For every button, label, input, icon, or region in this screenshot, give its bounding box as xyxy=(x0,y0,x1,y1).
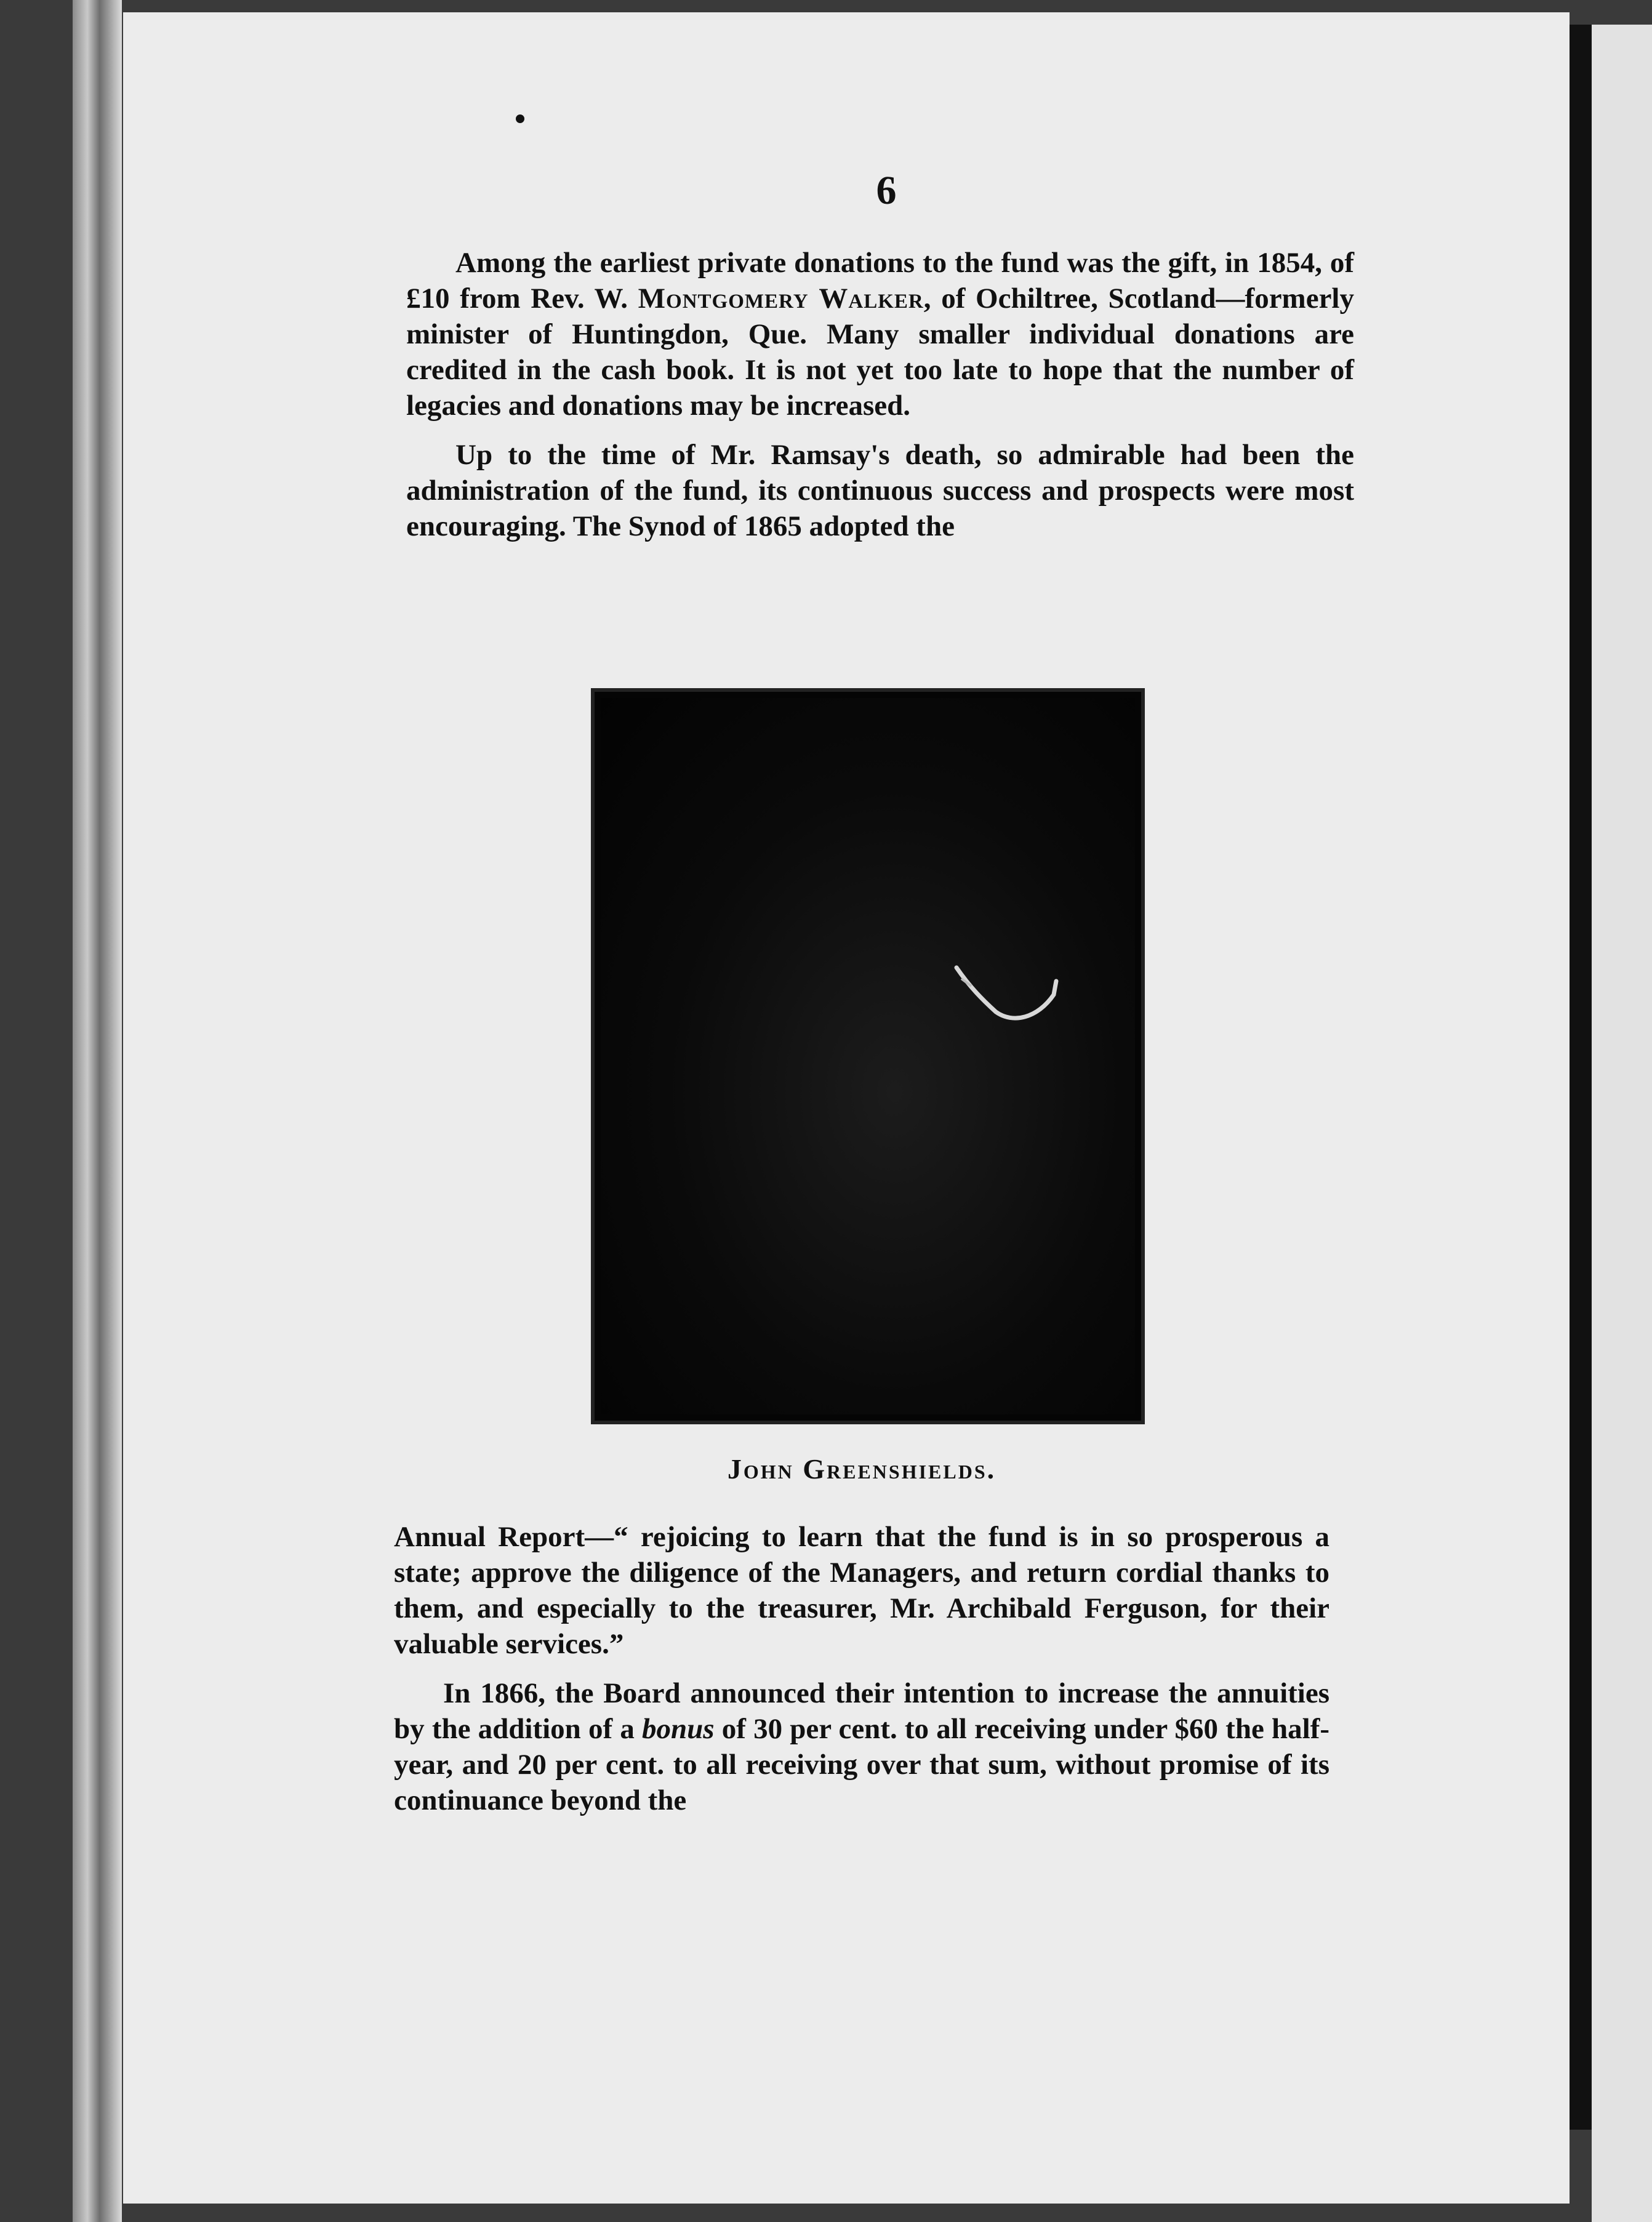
paragraph-donations-rest: , of Ochiltree, Scotland—formerly minister of Huntingdon, Que. Many smaller individual donations are credited in the cash book. It is not yet too late to hope that the number of legacies and donations may be increased. xyxy=(406,283,1354,422)
facing-page-edge xyxy=(1570,25,1592,2130)
paragraph-bonus xyxy=(394,1675,1329,1818)
paragraph-donations xyxy=(406,245,1354,423)
bottom-text-block xyxy=(394,1519,1329,1818)
portrait-photograph xyxy=(591,688,1145,1424)
donor-name: Montgomery Walker xyxy=(638,283,924,315)
bonus-italic: bonus xyxy=(642,1713,715,1745)
ink-dot xyxy=(516,114,524,123)
facing-page xyxy=(1592,25,1652,2222)
figure-caption: John Greenshields. xyxy=(727,1453,996,1485)
paragraph-bonus-rest: of 30 per cent. to all receiving under $60 the half-year, and 20 per cent. to all receiving over that sum, without promise of its continuance beyond the xyxy=(394,1713,1330,1816)
paragraph-donations-intro: Among the earliest private donations to the fund was the gift, in 1854, of £10 from Rev. W. xyxy=(406,247,1354,315)
paragraph-annual-report: Annual Report—“ rejoicing to learn that the fund is in so prosperous a state; approve the diligence of the Managers, and return cordial thanks to them, and especially to the treasurer, Mr. Archibald Ferguson, for their valuable services.” xyxy=(394,1521,1329,1660)
paragraph-ramsay: Up to the time of Mr. Ramsay's death, so admirable had been the administration of the fund, its continuous success and prospects were most encouraging. The Synod of 1865 adopted the xyxy=(406,439,1354,542)
binding-edge xyxy=(73,0,122,2222)
portrait-highlight xyxy=(595,692,1145,1424)
paragraph-bonus-intro: In 1866, the Board announced their intention to increase the annuities by the addition of a xyxy=(394,1677,1329,1745)
top-text-block xyxy=(406,245,1354,544)
page-number: 6 xyxy=(876,168,897,213)
